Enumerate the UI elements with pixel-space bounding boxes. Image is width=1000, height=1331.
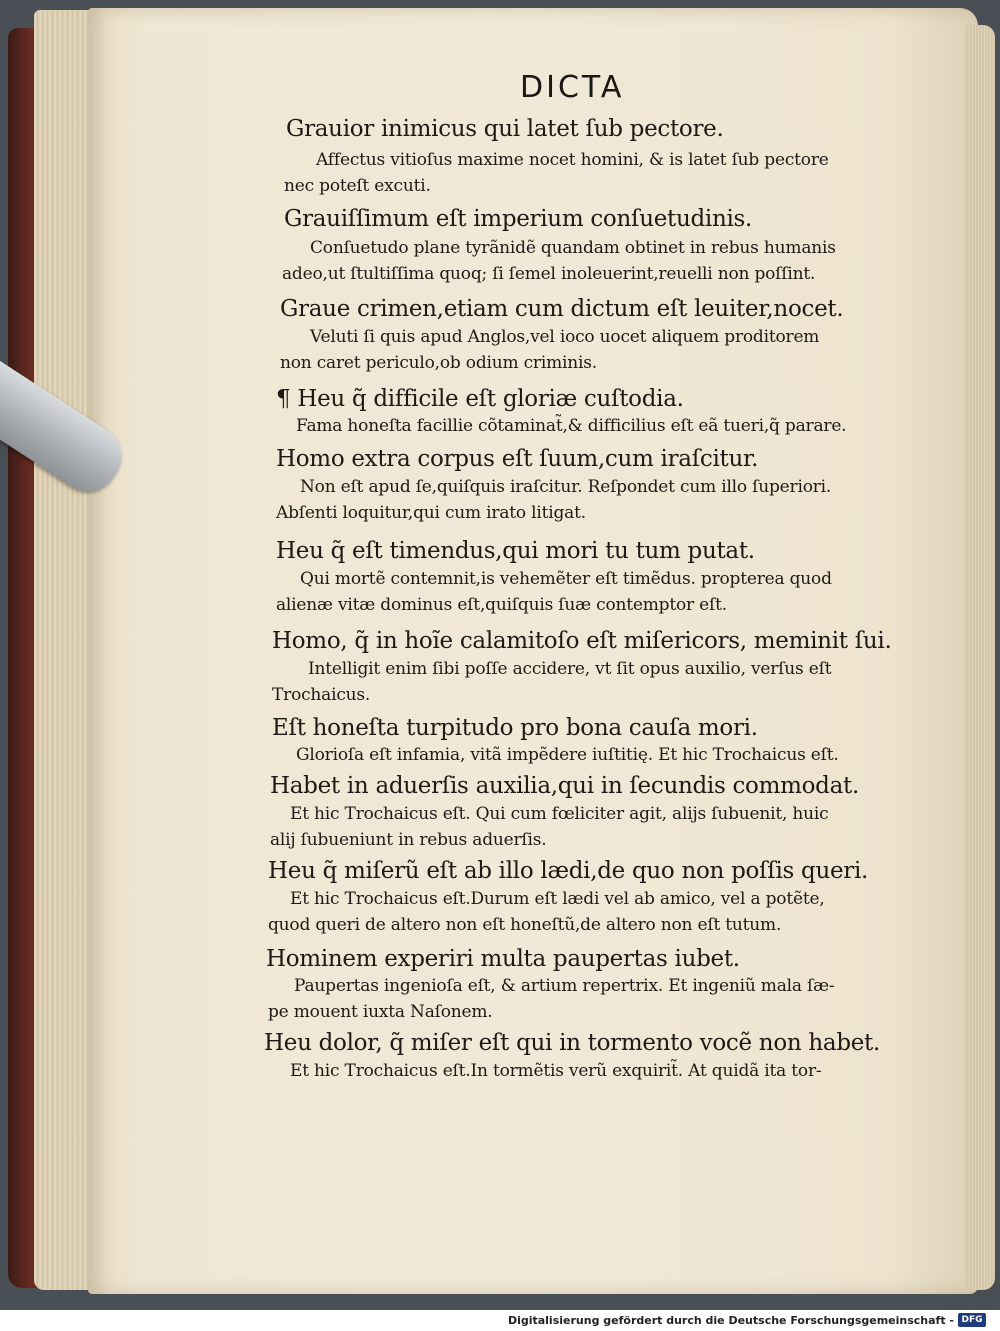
entry-head: Eſt honeſta turpitudo pro bona cauſa mori. <box>272 715 758 741</box>
entry-body-line: non caret periculo,ob odium criminis. <box>280 353 597 373</box>
entry-head: Habet in aduerſis auxilia,qui in ſecundis commodat. <box>270 773 859 799</box>
running-head: DICTA <box>520 70 625 105</box>
entry-head: Hominem experiri multa paupertas iubet. <box>266 946 740 972</box>
entry-body-line: Fama honeſta facillie cõtaminat̃,& difficilius eſt eã tueri,q̃ parare. <box>296 416 847 436</box>
entry-body-line: Et hic Trochaicus eſt.In tormẽtis verũ exquirit̃. At quidã ita tor- <box>290 1061 822 1081</box>
entry-body-line: Intelligit enim ſibi poſſe accidere, vt ſit opus auxilio, verſus eſt <box>308 659 832 679</box>
entry-head: ¶ Heu q̃ difficile eſt gloriæ cuſtodia. <box>276 386 684 412</box>
entry-body-line: Veluti ſi quis apud Anglos,vel ioco uocet aliquem proditorem <box>310 327 820 347</box>
dfg-logo: DFG <box>958 1313 986 1327</box>
entry-body-line: Et hic Trochaicus eſt. Qui cum fœliciter agit, alijs ſubuenit, huic <box>290 804 829 824</box>
page-edges-left <box>34 10 94 1290</box>
entry-body-line: Abſenti loquitur,qui cum irato litigat. <box>276 503 586 523</box>
entry-head: Homo extra corpus eſt ſuum,cum iraſcitur. <box>276 446 759 472</box>
entry-head: Graue crimen,etiam cum dictum eſt leuiter,nocet. <box>280 296 844 322</box>
entry-body-line: pe mouent iuxta Naſonem. <box>268 1002 493 1022</box>
entry-body-line: alienæ vitæ dominus eſt,quiſquis ſuæ contemptor eſt. <box>276 595 727 615</box>
entry-body-line: Glorioſa eſt infamia, vitã impẽdere iuſtitię. Et hic Trochaicus eſt. <box>296 745 839 765</box>
entry-body-line: Trochaicus. <box>272 685 371 705</box>
entry-body-line: Conſuetudo plane tyrãnidẽ quandam obtinet in rebus humanis <box>310 238 836 258</box>
entry-body-line: adeo,ut ſtultiſſima quoq; ſi ſemel inoleuerint,reuelli non poſſint. <box>282 264 816 284</box>
entry-body-line: Non eſt apud ſe,quiſquis iraſcitur. Reſpondet cum illo ſuperiori. <box>300 477 832 497</box>
entry-head: Heu q̃ eſt timendus,qui mori tu tum putat. <box>276 538 755 564</box>
page-edges-right <box>965 25 995 1290</box>
entry-head: Homo, q̃ in hoĩe calamitoſo eſt miſericors, meminit ſui. <box>272 628 892 654</box>
entry-body-line: Qui mortẽ contemnit,is vehemẽter eſt timẽdus. propterea quod <box>300 569 832 589</box>
entry-head: Heu dolor, q̃ miſer eſt qui in tormento vocẽ non habet. <box>264 1030 881 1056</box>
entry-body-line: Et hic Trochaicus eſt.Durum eſt lædi vel ab amico, vel a potẽte, <box>290 889 825 909</box>
entry-body-line: Affectus vitioſus maxime nocet homini, & is latet ſub pectore <box>316 150 829 170</box>
entry-body-line: quod queri de altero non eſt honeſtũ,de altero non eſt tutum. <box>268 915 782 935</box>
entry-head: Grauiſſimum eſt imperium conſuetudinis. <box>284 206 753 232</box>
entry-head: Heu q̃ miſerũ eſt ab illo lædi,de quo non poſſis queri. <box>268 858 869 884</box>
entry-body-line: Paupertas ingenioſa eſt, & artium repertrix. Et ingeniũ mala ſæ- <box>294 976 835 996</box>
footer-credit: Digitalisierung gefördert durch die Deutsche Forschungsgemeinschaft - <box>507 1314 954 1327</box>
entry-body-line: nec poteſt excuti. <box>284 176 431 196</box>
entry-body-line: alij ſubueniunt in rebus aduerſis. <box>270 830 547 850</box>
entry-head: Grauior inimicus qui latet ſub pectore. <box>286 116 724 142</box>
